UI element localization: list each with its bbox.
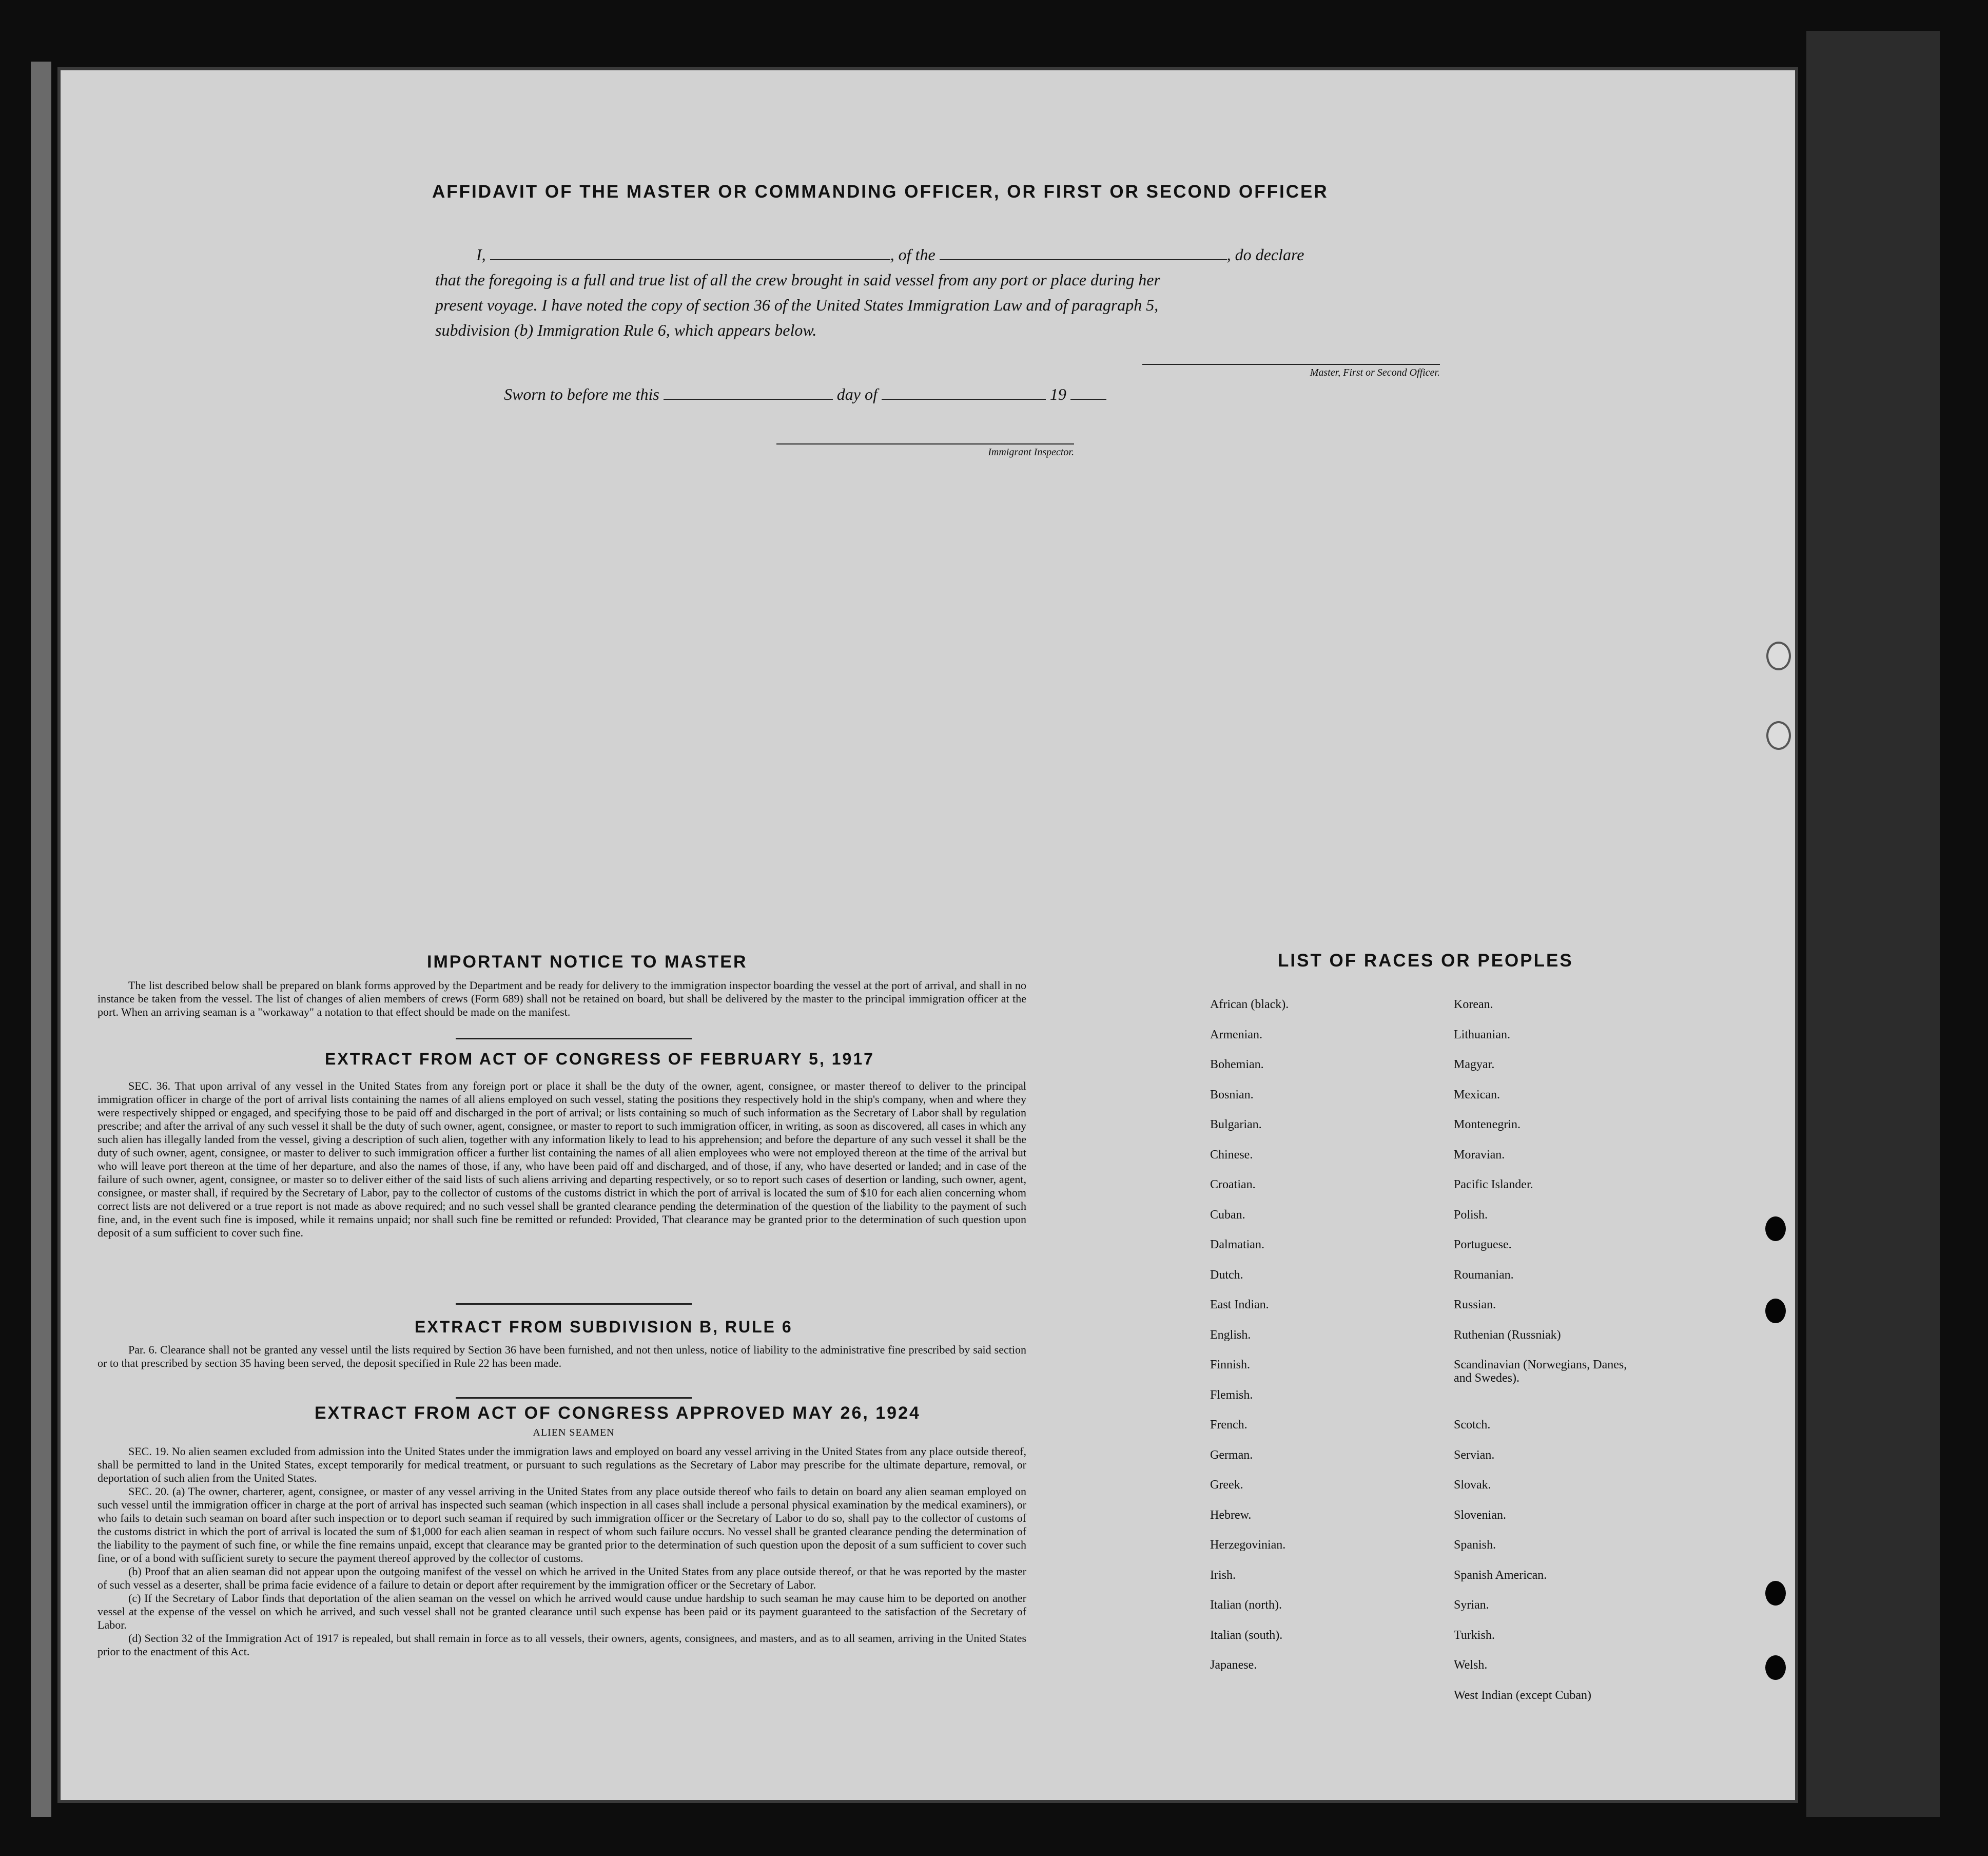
divider <box>456 1303 692 1305</box>
affidavit-line-2: that the foregoing is a full and true list of all the crew brought in said vessel from any port or place during her <box>435 270 1160 289</box>
affidavit-title: AFFIDAVIT OF THE MASTER OR COMMANDING OFFICER, OR FIRST OR SECOND OFFICER <box>432 182 1329 202</box>
declarant-name-blank <box>490 245 890 260</box>
races-column-2 <box>1454 998 1628 1718</box>
declare-text: , do declare <box>1226 245 1304 264</box>
act-1924-paragraph: SEC. 19. No alien seamen excluded from admission into the United States under the immigration laws and employed on board any vessel arriving in the United States from any place outside thereof, shall be permitted to land in the United States, except temporarily for medical treatment, or pursuant to such regulations as the Secretary of Labor may prescribe for the ultimate departure, removal, or deportation of such alien from the United States. <box>98 1445 1026 1484</box>
notice-title: IMPORTANT NOTICE TO MASTER <box>427 952 748 972</box>
act-1924-paragraph: (b) Proof that an alien seaman did not appear upon the outgoing manifest of the vessel on which he arrived in the United States from any place outside thereof, or that he was reported by the master of such vessel as a deserter, shall be prima facie evidence of a failure to detain or deport after requirement by the immigration officer or the Secretary of Labor. <box>98 1565 1026 1591</box>
sworn-month-blank <box>882 384 1046 400</box>
race-item: Bohemian. <box>1210 1058 1264 1071</box>
race-item: Flemish. <box>1210 1388 1253 1402</box>
adjacent-page-edge <box>1806 31 1940 1817</box>
race-item: Spanish. <box>1454 1538 1496 1552</box>
race-item: Cuban. <box>1210 1208 1245 1222</box>
divider <box>456 1038 692 1039</box>
race-item: West Indian (except Cuban) <box>1454 1688 1591 1702</box>
vessel-name-blank <box>940 245 1227 260</box>
vessel-prefix: , of the <box>890 245 935 264</box>
binder-hole <box>1765 1216 1786 1241</box>
race-item: Hebrew. <box>1210 1508 1252 1522</box>
race-item: Moravian. <box>1454 1148 1505 1162</box>
race-item: Polish. <box>1454 1208 1488 1222</box>
act-1917-title: EXTRACT FROM ACT OF CONGRESS OF FEBRUARY 5, 1917 <box>325 1050 874 1068</box>
race-item: Spanish American. <box>1454 1568 1547 1582</box>
sworn-prefix: Sworn to before me this <box>504 385 659 403</box>
race-item: Lithuanian. <box>1454 1028 1510 1041</box>
race-item: East Indian. <box>1210 1298 1269 1311</box>
race-item: Bosnian. <box>1210 1088 1254 1101</box>
race-item: Welsh. <box>1454 1658 1488 1672</box>
race-item: Syrian. <box>1454 1598 1489 1612</box>
master-signature-label: Master, First or Second Officer. <box>1310 367 1440 378</box>
sworn-year-blank <box>1070 384 1106 400</box>
affidavit-line-4: subdivision (b) Immigration Rule 6, which appears below. <box>435 321 817 339</box>
race-item: Japanese. <box>1210 1658 1257 1672</box>
races-column-1 <box>1210 998 1289 1689</box>
binder-hole <box>1765 1581 1786 1606</box>
inspector-signature-line <box>776 443 1074 458</box>
race-item: Italian (north). <box>1210 1598 1282 1612</box>
act-1924-text <box>98 1445 1026 1658</box>
race-item: French. <box>1210 1418 1248 1432</box>
act-1924-paragraph: (c) If the Secretary of Labor finds that deportation of the alien seaman on the vessel on which he arrived would cause undue hardship to such seaman he may cause him to be deported on another vessel at the expense of the vessel on which he arrived, and such vessel shall not be granted clearance until such expense has been paid or its payment guaranteed to the satisfaction of the Secretary of Labor. <box>98 1592 1026 1631</box>
race-item: Turkish. <box>1454 1628 1495 1642</box>
binder-hole <box>1766 721 1791 750</box>
race-item: Herzegovinian. <box>1210 1538 1286 1552</box>
race-item: Scotch. <box>1454 1418 1491 1432</box>
race-item: Italian (south). <box>1210 1628 1283 1642</box>
race-item: Slovenian. <box>1454 1508 1506 1522</box>
rule-6-text: Par. 6. Clearance shall not be granted any vessel until the lists required by Section 36 have been furnished, and not then unless, notice of liability to the administrative fine prescribed by said section or to that prescribed by section 35 having been served, the deposit specified in Rule 22 has been made. <box>98 1343 1026 1369</box>
race-item: Magyar. <box>1454 1058 1495 1071</box>
notice-text: The list described below shall be prepared on blank forms approved by the Department and be ready for delivery to the immigration inspector boarding the vessel at the port of arrival, and shall in no instance be taken from the vessel. The list of changes of alien members of crews (Form 689) shall not be retained on board, but shall be delivered by the master to the principal immigration officer at the port. When an arriving seaman is a "workaway" a notation to that effect should be made on the manifest. <box>98 979 1026 1018</box>
race-item: Croatian. <box>1210 1178 1256 1191</box>
race-item: Irish. <box>1210 1568 1236 1582</box>
race-item: Dalmatian. <box>1210 1238 1264 1251</box>
act-1924-paragraph: SEC. 20. (a) The owner, charterer, agent, consignee, or master of any vessel arriving in the United States from any place outside thereof who fails to detain on board any alien seaman employed on such vessel until the immigration officer in charge at the port of arrival has inspected such seaman (which inspection in all cases shall include a personal physical examination by the medical examiners), or who fails to detain such seaman on board after such inspection or to deport such seaman if required by such immigration officer or the Secretary of Labor to do so, shall pay to the collector of customs of the customs district in which the port of arrival is located the sum of $1,000 for each alien seaman in respect of whom such failure occurs. No vessel shall be granted clearance pending the determination of the liability to the payment of such fine, or while the fine remains unpaid, except that clearance may be granted prior to the determination of such question upon the deposit of a sum sufficient to cover such fine, or of a bond with sufficient surety to secure the payment thereof approved by the collector of customs. <box>98 1485 1026 1564</box>
alien-seamen-subtitle: ALIEN SEAMEN <box>533 1427 615 1438</box>
race-item: Pacific Islander. <box>1454 1178 1533 1191</box>
race-item: Portuguese. <box>1454 1238 1512 1251</box>
race-item: Russian. <box>1454 1298 1496 1311</box>
affidavit-body <box>435 242 1456 343</box>
race-item: Mexican. <box>1454 1088 1500 1101</box>
race-item: Korean. <box>1454 998 1493 1011</box>
affidavit-line-3: present voyage. I have noted the copy of section 36 of the United States Immigration Law and of paragraph 5, <box>435 296 1159 314</box>
sworn-day-blank <box>664 384 833 400</box>
races-title: LIST OF RACES OR PEOPLES <box>1278 951 1573 971</box>
binder-hole <box>1765 1655 1786 1680</box>
act-1924-title: EXTRACT FROM ACT OF CONGRESS APPROVED MAY 26, 1924 <box>315 1403 921 1423</box>
race-item: Bulgarian. <box>1210 1118 1262 1131</box>
sworn-day-of: day of <box>836 385 878 403</box>
binder-hole <box>1766 642 1791 670</box>
inspector-label: Immigrant Inspector. <box>988 447 1074 458</box>
binder-hole <box>1765 1299 1786 1323</box>
race-item: Slovak. <box>1454 1478 1491 1492</box>
race-item: Greek. <box>1210 1478 1243 1492</box>
race-item: Montenegrin. <box>1454 1118 1521 1131</box>
manifest-page <box>61 70 1795 1800</box>
sworn-year: 19 <box>1049 385 1066 403</box>
race-item: Roumanian. <box>1454 1268 1514 1282</box>
race-item: Armenian. <box>1210 1028 1262 1041</box>
sworn-line <box>504 384 1106 404</box>
race-item: Dutch. <box>1210 1268 1243 1282</box>
race-item: Finnish. <box>1210 1358 1251 1371</box>
divider <box>456 1397 692 1399</box>
declarant-prefix: I, <box>476 245 486 264</box>
race-item: African (black). <box>1210 998 1289 1011</box>
race-item: Servian. <box>1454 1448 1495 1462</box>
master-signature-line <box>1142 364 1440 379</box>
binding-edge <box>31 62 51 1817</box>
race-item: German. <box>1210 1448 1253 1462</box>
affidavit-line-1 <box>435 242 1456 267</box>
race-item: Scandinavian (Norwegians, Danes, and Swedes). <box>1454 1358 1627 1385</box>
act-1924-paragraph: (d) Section 32 of the Immigration Act of 1917 is repealed, but shall remain in force as to all vessels, their owners, agents, consignees, and masters, and as to all seamen, arriving in the United States prior to the enactment of this Act. <box>98 1632 1026 1658</box>
act-1917-text: SEC. 36. That upon arrival of any vessel in the United States from any foreign port or place it shall be the duty of the owner, agent, consignee, or master thereof to deliver to the principal immigration officer in charge of the port of arrival lists containing the names of all aliens employed on such vessel, stating the positions they respectively hold in the ship's company, when and where they were respectively shipped or engaged, and specifying those to be paid off and discharged in the port of arrival; or lists containing so much of such information as the Secretary of Labor shall by regulation prescribe; and after the arrival of any such vessel it shall be the duty of such owner, agent, consignee, or master to report to such immigration officer, in writing, as soon as discovered, all cases in which any such alien has illegally landed from the vessel, giving a description of such alien, together with any information likely to lead to his apprehension; and before the departure of any such vessel it shall be the duty of such owner, agent, consignee, or master to deliver to such immigration officer a further list containing the names of all alien employees who were not employed thereon at the time of the arrival but who will leave port thereon at the time of her departure, and also the names of those, if any, who have been paid off and discharged, and of those, if any, who have deserted or landed; and in case of the failure of such owner, agent, consignee, or master so to deliver either of the said lists of such aliens arriving and departing respectively, or so to report such cases of desertion or landing, such owner, agent, consignee, or master shall, if required by the Secretary of Labor, pay to the collector of customs of the customs district in which the port of arrival is located the sum of $10 for each alien concerning whom correct lists are not delivered or a true report is not made as above required; and no such vessel shall be granted clearance pending the determination of the question of the liability to the payment of such fine, and, in the event such fine is imposed, while it remains unpaid; nor shall such fine be remitted or refunded: Provided, That clearance may be granted prior to the determination of such question upon deposit of a sum sufficient to cover such fine. <box>98 1079 1026 1239</box>
race-item: English. <box>1210 1328 1251 1342</box>
race-item: Ruthenian (Russniak) <box>1454 1328 1561 1342</box>
rule-6-title: EXTRACT FROM SUBDIVISION B, RULE 6 <box>415 1318 793 1336</box>
race-item: Chinese. <box>1210 1148 1253 1162</box>
